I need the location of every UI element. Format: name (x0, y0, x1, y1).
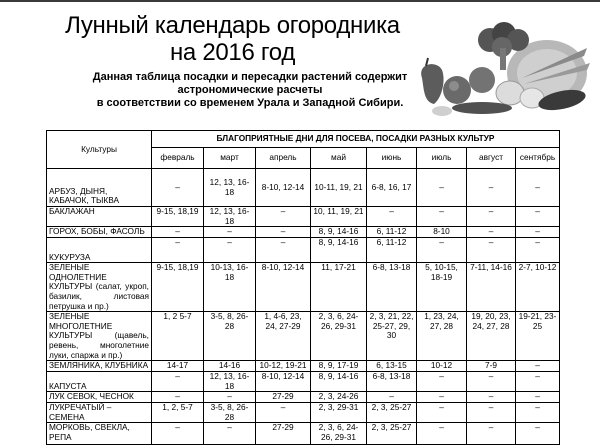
table-row (47, 263, 560, 312)
crop-name-cell: КАПУСТА (47, 372, 152, 392)
days-cell: 19-21, 23-25 (516, 312, 560, 361)
days-cell: – (516, 238, 560, 263)
days-cell: – (467, 402, 516, 422)
days-cell: 1, 2 5-7 (152, 312, 204, 361)
days-cell: 1, 23, 24, 27, 28 (417, 312, 467, 361)
days-cell: – (516, 402, 560, 422)
days-cell: – (152, 238, 204, 263)
month-header: август (467, 148, 516, 169)
days-cell: 9-15, 18,19 (152, 207, 204, 227)
days-cell: – (516, 227, 560, 238)
month-header: февраль (152, 148, 204, 169)
days-cell: 10-12, 19-21 (256, 361, 311, 372)
days-cell: 1, 4-6, 23, 24, 27-29 (256, 312, 311, 361)
days-cell: 7-9 (467, 361, 516, 372)
days-cell: 6-8, 16, 17 (367, 169, 417, 207)
month-header: апрель (256, 148, 311, 169)
days-cell: – (256, 227, 311, 238)
days-cell: – (516, 169, 560, 207)
crop-name-cell: ЛУК СЕВОК, ЧЕСНОК (47, 392, 152, 403)
days-cell: – (417, 169, 467, 207)
days-cell: – (204, 423, 256, 445)
subtitle-line-1: Данная таблица посадки и пересадки растений содержит (92, 71, 408, 83)
month-header: июнь (367, 148, 417, 169)
days-cell: – (467, 423, 516, 445)
crop-name-cell: МОРКОВЬ, СВЕКЛА, РЕПА (47, 423, 152, 445)
month-header: июль (417, 148, 467, 169)
days-cell: 6, 11-12 (367, 227, 417, 238)
days-cell: – (516, 392, 560, 403)
crop-column-header: Культуры (47, 131, 152, 169)
days-cell: – (256, 238, 311, 263)
days-cell: – (467, 372, 516, 392)
table-row (47, 227, 560, 238)
days-cell: 2, 3, 24-26 (311, 392, 367, 403)
days-cell: 10, 11, 19, 21 (311, 207, 367, 227)
days-cell: – (417, 392, 467, 403)
days-cell: – (204, 238, 256, 263)
days-cell: 3-5, 8, 26-28 (204, 312, 256, 361)
crop-name-cell: КУКУРУЗА (47, 238, 152, 263)
days-cell: 10-13, 16-18 (204, 263, 256, 312)
days-cell: – (256, 402, 311, 422)
days-cell: – (417, 423, 467, 445)
planting-calendar-table (46, 130, 560, 445)
favorable-days-header: БЛАГОПРИЯТНЫЕ ДНИ ДЛЯ ПОСЕВА, ПОСАДКИ РАЗНЫХ КУЛЬТУР (152, 131, 560, 148)
days-cell: 7-11, 14-16 (467, 263, 516, 312)
days-cell: 6, 13-15 (367, 361, 417, 372)
days-cell: 5, 10-15, 18-19 (417, 263, 467, 312)
days-cell: – (204, 227, 256, 238)
table-row (47, 312, 560, 361)
days-cell: – (152, 169, 204, 207)
days-cell: 2, 3, 6, 24-26, 29-31 (311, 312, 367, 361)
days-cell: 8-10, 12-14 (256, 263, 311, 312)
days-cell: 19, 20, 23, 24, 27, 28 (467, 312, 516, 361)
days-cell: – (152, 227, 204, 238)
table-row (47, 423, 560, 445)
days-cell: – (516, 207, 560, 227)
crop-name-cell: ГОРОХ, БОБЫ, ФАСОЛЬ (47, 227, 152, 238)
days-cell: 12, 13, 16-18 (204, 169, 256, 207)
days-cell: 2, 3, 25-27 (367, 423, 417, 445)
vegetables-illustration (412, 18, 592, 120)
days-cell: – (417, 402, 467, 422)
days-cell: 8-10, 12-14 (256, 169, 311, 207)
table-row (47, 169, 560, 207)
crop-name-cell: ЛУКРЕЧАТЫЙ – СЕМЕНА (47, 402, 152, 422)
days-cell: 12, 13, 16-18 (204, 372, 256, 392)
crop-name-cell: АРБУЗ, ДЫНЯ, КАБАЧОК, ТЫКВА (47, 169, 152, 207)
days-cell: – (467, 169, 516, 207)
table-row (47, 392, 560, 403)
subtitle (70, 71, 430, 110)
days-cell: 1, 2, 5-7 (152, 402, 204, 422)
days-cell: – (256, 207, 311, 227)
days-cell: 8, 9, 14-16 (311, 227, 367, 238)
days-cell: 8, 9, 14-16 (311, 372, 367, 392)
days-cell: 10-11, 19, 21 (311, 169, 367, 207)
days-cell: – (152, 392, 204, 403)
top-border-line (0, 0, 600, 2)
table-row (47, 372, 560, 392)
page-title (0, 12, 465, 66)
subtitle-line-3: в соответствии со временем Урала и Западной Сибири. (96, 97, 404, 109)
days-cell: – (467, 238, 516, 263)
days-cell: 12, 13, 16-18 (204, 207, 256, 227)
days-cell: 6-8, 13-18 (367, 263, 417, 312)
days-cell: – (516, 372, 560, 392)
days-cell: – (467, 207, 516, 227)
days-cell: 2, 3, 21, 22, 25-27, 29, 30 (367, 312, 417, 361)
title-line-2: на 2016 год (169, 39, 296, 66)
days-cell: 6, 11-12 (367, 238, 417, 263)
days-cell: – (152, 423, 204, 445)
days-cell: 3-5, 8, 26-28 (204, 402, 256, 422)
days-cell: – (152, 372, 204, 392)
days-cell: 8, 9, 14-16 (311, 238, 367, 263)
days-cell: 14-17 (152, 361, 204, 372)
days-cell: – (516, 423, 560, 445)
crop-name-cell: ЗЕЛЕНЫЕ ОДНОЛЕТНИЕ КУЛЬТУРЫ (салат, укроп, базилик, листовая петрушка и пр.) (47, 263, 152, 312)
days-cell: 2, 3, 29-31 (311, 402, 367, 422)
days-cell: 2, 3, 25-27 (367, 402, 417, 422)
days-cell: 9-15, 18,19 (152, 263, 204, 312)
days-cell: 8-10 (417, 227, 467, 238)
days-cell: 2, 3, 6, 24-26, 29-31 (311, 423, 367, 445)
days-cell: 6-8, 13-18 (367, 372, 417, 392)
days-cell: 8-10, 12-14 (256, 372, 311, 392)
month-header: сентябрь (516, 148, 560, 169)
days-cell: – (467, 392, 516, 403)
days-cell: – (367, 392, 417, 403)
days-cell: 27-29 (256, 392, 311, 403)
month-header: март (204, 148, 256, 169)
crop-name-cell: БАКЛАЖАН (47, 207, 152, 227)
days-cell: – (467, 227, 516, 238)
crop-name-cell: ЗЕЛЕНЫЕ МНОГОЛЕТНИЕ КУЛЬТУРЫ (щавель, ревень, многолетние луки, спаржа и пр.) (47, 312, 152, 361)
days-cell: 11, 17-21 (311, 263, 367, 312)
table-row (47, 361, 560, 372)
table-row (47, 207, 560, 227)
table-row (47, 238, 560, 263)
days-cell: 10-12 (417, 361, 467, 372)
title-line-1: Лунный календарь огородника (65, 12, 400, 39)
days-cell: 14-16 (204, 361, 256, 372)
days-cell: – (367, 207, 417, 227)
days-cell: 2-7, 10-12 (516, 263, 560, 312)
table-row (47, 402, 560, 422)
days-cell: 8, 9, 17-19 (311, 361, 367, 372)
days-cell: – (204, 392, 256, 403)
days-cell: – (516, 361, 560, 372)
crop-name-cell: ЗЕМЛЯНИКА, КЛУБНИКА (47, 361, 152, 372)
days-cell: – (417, 207, 467, 227)
subtitle-line-2: астрономические расчеты (177, 84, 323, 96)
month-header: май (311, 148, 367, 169)
days-cell: 27-29 (256, 423, 311, 445)
days-cell: – (417, 238, 467, 263)
days-cell: – (417, 372, 467, 392)
